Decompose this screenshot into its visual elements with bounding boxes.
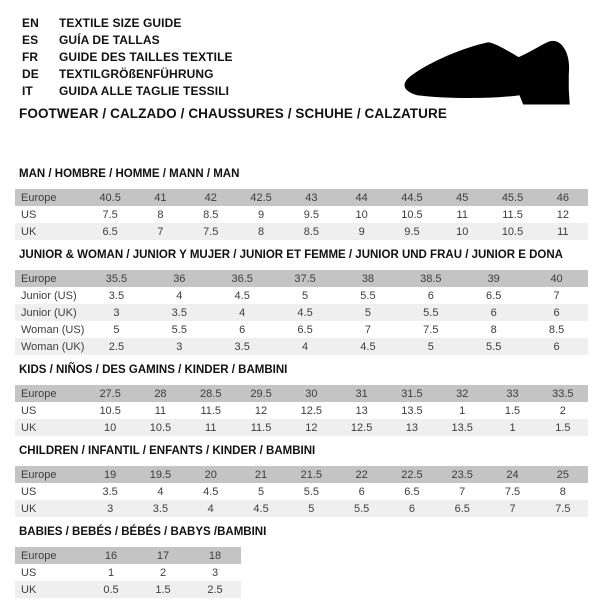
size-row bbox=[15, 321, 588, 338]
size-cell: 5.5 bbox=[423, 306, 439, 319]
size-cell: 7 bbox=[509, 502, 516, 515]
size-cell: 36 bbox=[173, 272, 186, 285]
size-cell: 6 bbox=[408, 502, 415, 515]
size-cell: 2.5 bbox=[108, 340, 125, 353]
row-label: Europe bbox=[21, 272, 57, 285]
size-cell: 6.5 bbox=[102, 225, 118, 238]
size-cell: 7.5 bbox=[102, 208, 118, 221]
size-cell: 8.5 bbox=[548, 323, 565, 336]
size-cell: 6 bbox=[239, 323, 246, 336]
size-cell: 46 bbox=[556, 191, 569, 204]
language-code: EN bbox=[22, 15, 39, 30]
section-title-children: CHILDREN / INFANTIL / ENFANTS / KINDER / BAMBINI bbox=[19, 445, 316, 457]
size-cell: 45.5 bbox=[501, 191, 524, 204]
row-label: UK bbox=[21, 583, 37, 596]
row-label: Woman (UK) bbox=[21, 340, 85, 353]
size-cell: 4.5 bbox=[253, 502, 269, 515]
size-section-junior-woman bbox=[15, 249, 588, 355]
size-cell: 6.5 bbox=[404, 485, 420, 498]
size-cell: 4 bbox=[157, 485, 164, 498]
size-cell: 39 bbox=[487, 272, 500, 285]
size-cell: 11 bbox=[557, 225, 569, 238]
size-cell: 12.5 bbox=[300, 404, 323, 417]
size-cell: 13 bbox=[355, 404, 368, 417]
size-row bbox=[15, 270, 588, 287]
size-cell: 33.5 bbox=[552, 387, 574, 400]
language-row bbox=[22, 31, 233, 48]
size-cell: 5 bbox=[364, 306, 371, 319]
size-cell: 1 bbox=[107, 566, 115, 579]
language-title: GUIDE DES TAILLES TEXTILE bbox=[59, 49, 233, 64]
size-cell: 42 bbox=[204, 191, 217, 204]
size-cell: 7 bbox=[157, 225, 164, 238]
size-table-children bbox=[15, 466, 588, 517]
size-cell: 9.5 bbox=[404, 225, 420, 238]
size-cell: 6 bbox=[553, 340, 560, 353]
size-row bbox=[15, 338, 588, 355]
language-code: DE bbox=[22, 66, 39, 81]
size-cell: 10 bbox=[104, 421, 117, 434]
language-title: GUÍA DE TALLAS bbox=[59, 32, 160, 47]
size-cell: 4.5 bbox=[234, 289, 250, 302]
language-title: TEXTILE SIZE GUIDE bbox=[59, 15, 182, 30]
size-cell: 11.5 bbox=[200, 404, 222, 417]
size-cell: 45 bbox=[456, 191, 469, 204]
size-cell: 5.5 bbox=[353, 502, 370, 515]
size-section-babies bbox=[15, 526, 588, 598]
size-cell: 3 bbox=[211, 566, 219, 579]
size-cell: 8 bbox=[157, 208, 164, 221]
row-label: US bbox=[21, 404, 37, 417]
size-cell: 7.5 bbox=[203, 225, 219, 238]
size-cell: 42.5 bbox=[250, 191, 272, 204]
size-cell: 4 bbox=[207, 502, 214, 515]
size-cell: 6 bbox=[553, 306, 560, 319]
size-cell: 7 bbox=[553, 289, 560, 302]
size-cell: 22 bbox=[355, 468, 368, 481]
size-row bbox=[15, 419, 588, 436]
size-cell: 38 bbox=[361, 272, 375, 285]
size-section-kids bbox=[15, 364, 588, 436]
size-cell: 5 bbox=[113, 323, 120, 336]
size-row bbox=[15, 483, 588, 500]
language-row bbox=[22, 14, 233, 31]
size-cell: 5 bbox=[308, 502, 315, 515]
size-cell: 27.5 bbox=[99, 387, 121, 400]
size-cell: 31.5 bbox=[401, 387, 423, 400]
size-cell: 29.5 bbox=[250, 387, 272, 400]
size-cell: 4.5 bbox=[360, 340, 376, 353]
size-cell: 6.5 bbox=[297, 323, 313, 336]
size-cell: 28.5 bbox=[200, 387, 222, 400]
size-cell: 7.5 bbox=[504, 485, 521, 498]
size-cell: 12 bbox=[254, 404, 268, 417]
size-row bbox=[15, 385, 588, 402]
section-title-man: MAN / HOMBRE / HOMME / MANN / MAN bbox=[19, 168, 240, 180]
size-cell: 17 bbox=[156, 549, 170, 562]
size-cell: 10 bbox=[456, 225, 469, 238]
row-label: Europe bbox=[21, 468, 57, 481]
size-section-children bbox=[15, 445, 588, 517]
size-cell: 4 bbox=[239, 306, 246, 319]
size-cell: 6.5 bbox=[454, 502, 470, 515]
size-cell: 10 bbox=[355, 208, 368, 221]
row-label: Junior (US) bbox=[21, 289, 77, 302]
size-row bbox=[15, 223, 588, 240]
size-cell: 11 bbox=[154, 404, 167, 417]
size-cell: 7 bbox=[364, 323, 371, 336]
size-row bbox=[15, 500, 588, 517]
size-cell: 3 bbox=[176, 340, 183, 353]
size-cell: 1 bbox=[509, 421, 516, 434]
language-row bbox=[22, 65, 233, 82]
size-cell: 5 bbox=[427, 340, 434, 353]
size-cell: 9.5 bbox=[303, 208, 319, 221]
row-label: UK bbox=[21, 502, 37, 515]
row-label: US bbox=[21, 566, 37, 579]
row-label: US bbox=[21, 208, 37, 221]
size-cell: 5.5 bbox=[171, 323, 187, 336]
size-cell: 12.5 bbox=[350, 421, 373, 434]
size-cell: 18 bbox=[208, 549, 222, 562]
language-code: IT bbox=[22, 83, 33, 98]
row-label: UK bbox=[21, 421, 37, 434]
row-label: Europe bbox=[21, 191, 57, 204]
size-row bbox=[15, 581, 241, 598]
size-cell: 13.5 bbox=[451, 421, 473, 434]
size-cell: 6 bbox=[358, 485, 365, 498]
size-cell: 9 bbox=[257, 208, 265, 221]
size-cell: 9 bbox=[358, 225, 365, 238]
size-table-man bbox=[15, 189, 588, 240]
size-cell: 22.5 bbox=[401, 468, 423, 481]
size-cell: 32 bbox=[456, 387, 469, 400]
language-list bbox=[22, 14, 233, 99]
size-cell: 10.5 bbox=[149, 421, 172, 434]
size-cell: 8 bbox=[559, 485, 566, 498]
size-cell: 1 bbox=[459, 404, 466, 417]
size-cell: 35.5 bbox=[105, 272, 128, 285]
size-cell: 10.5 bbox=[401, 208, 423, 221]
size-cell: 40.5 bbox=[99, 191, 121, 204]
size-cell: 2 bbox=[159, 566, 167, 579]
size-cell: 10.5 bbox=[501, 225, 524, 238]
size-cell: 24 bbox=[506, 468, 519, 481]
size-cell: 25 bbox=[556, 468, 569, 481]
size-cell: 19.5 bbox=[149, 468, 172, 481]
size-cell: 3 bbox=[107, 502, 114, 515]
row-label: Woman (US) bbox=[21, 323, 85, 336]
size-table-junior-woman bbox=[15, 270, 588, 355]
size-cell: 3.5 bbox=[102, 485, 118, 498]
section-title-babies: BABIES / BEBÉS / BÉBÉS / BABYS /BAMBINI bbox=[19, 526, 267, 538]
size-cell: 5.5 bbox=[360, 289, 376, 302]
size-cell: 4 bbox=[176, 289, 183, 302]
language-title: TEXTILGRÖßENFÜHRUNG bbox=[59, 66, 214, 81]
size-cell: 7 bbox=[459, 485, 466, 498]
size-cell: 28 bbox=[154, 387, 167, 400]
size-table-kids bbox=[15, 385, 588, 436]
size-cell: 21.5 bbox=[300, 468, 323, 481]
size-cell: 1.5 bbox=[555, 421, 571, 434]
size-cell: 11.5 bbox=[502, 208, 523, 221]
size-row bbox=[15, 402, 588, 419]
size-cell: 5 bbox=[302, 289, 309, 302]
size-row bbox=[15, 547, 241, 564]
size-cell: 30 bbox=[305, 387, 318, 400]
size-cell: 6.5 bbox=[486, 289, 502, 302]
row-label: Europe bbox=[21, 549, 57, 562]
size-cell: 5.5 bbox=[303, 485, 319, 498]
size-cell: 20 bbox=[204, 468, 217, 481]
size-cell: 16 bbox=[104, 549, 118, 562]
size-cell: 36.5 bbox=[231, 272, 253, 285]
size-cell: 41 bbox=[154, 191, 167, 204]
section-title-kids: KIDS / NIÑOS / DES GAMINS / KINDER / BAMBINI bbox=[19, 364, 288, 376]
size-cell: 4 bbox=[302, 340, 309, 353]
size-cell: 5.5 bbox=[486, 340, 502, 353]
language-row bbox=[22, 48, 233, 65]
size-tables bbox=[15, 168, 588, 600]
size-cell: 8.5 bbox=[303, 225, 319, 238]
size-cell: 3.5 bbox=[171, 306, 187, 319]
size-cell: 10.5 bbox=[99, 404, 121, 417]
size-cell: 5 bbox=[257, 485, 265, 498]
size-cell: 7.5 bbox=[423, 323, 439, 336]
size-cell: 11 bbox=[456, 208, 468, 221]
size-row bbox=[15, 287, 588, 304]
category-title: FOOTWEAR / CALZADO / CHAUSSURES / SCHUHE / CALZATURE bbox=[19, 106, 447, 121]
language-row bbox=[22, 82, 233, 99]
size-cell: 2.5 bbox=[207, 583, 223, 596]
size-cell: 7.5 bbox=[555, 502, 571, 515]
size-cell: 8.5 bbox=[203, 208, 219, 221]
size-cell: 4.5 bbox=[297, 306, 313, 319]
size-cell: 12 bbox=[305, 421, 318, 434]
size-cell: 37.5 bbox=[294, 272, 316, 285]
language-code: FR bbox=[22, 49, 39, 64]
size-cell: 44 bbox=[355, 191, 368, 204]
row-label: UK bbox=[21, 225, 37, 238]
size-cell: 40 bbox=[550, 272, 563, 285]
size-cell: 38.5 bbox=[420, 272, 442, 285]
size-cell: 1.5 bbox=[504, 404, 521, 417]
size-row bbox=[15, 304, 588, 321]
size-cell: 23.5 bbox=[451, 468, 473, 481]
size-cell: 0.5 bbox=[103, 583, 119, 596]
size-row bbox=[15, 206, 588, 223]
size-cell: 6 bbox=[490, 306, 497, 319]
size-cell: 3 bbox=[113, 306, 120, 319]
shoe-icon bbox=[393, 20, 579, 110]
size-cell: 2 bbox=[559, 404, 566, 417]
size-cell: 19 bbox=[104, 468, 117, 481]
section-title-junior-woman: JUNIOR & WOMAN / JUNIOR Y MUJER / JUNIOR ET FEMME / JUNIOR UND FRAU / JUNIOR E DONA bbox=[19, 249, 563, 261]
size-cell: 3.5 bbox=[234, 340, 250, 353]
size-cell: 21 bbox=[254, 468, 268, 481]
size-cell: 8 bbox=[257, 225, 265, 238]
size-cell: 4.5 bbox=[203, 485, 219, 498]
language-title: GUIDA ALLE TAGLIE TESSILI bbox=[59, 83, 230, 98]
language-code: ES bbox=[22, 32, 39, 47]
size-cell: 6 bbox=[427, 289, 434, 302]
size-row bbox=[15, 564, 241, 581]
size-cell: 3.5 bbox=[108, 289, 125, 302]
size-cell: 13 bbox=[405, 421, 419, 434]
size-section-man bbox=[15, 168, 588, 240]
size-cell: 31 bbox=[355, 387, 368, 400]
size-cell: 44.5 bbox=[401, 191, 423, 204]
size-cell: 11.5 bbox=[250, 421, 272, 434]
size-cell: 12 bbox=[556, 208, 569, 221]
size-cell: 13.5 bbox=[401, 404, 423, 417]
size-cell: 43 bbox=[305, 191, 318, 204]
size-cell: 8 bbox=[490, 323, 497, 336]
size-table-babies bbox=[15, 547, 241, 598]
size-cell: 11 bbox=[205, 421, 217, 434]
row-label: US bbox=[21, 485, 37, 498]
size-row bbox=[15, 466, 588, 483]
size-cell: 33 bbox=[506, 387, 519, 400]
row-label: Junior (UK) bbox=[21, 306, 77, 319]
size-row bbox=[15, 189, 588, 206]
size-cell: 3.5 bbox=[152, 502, 169, 515]
row-label: Europe bbox=[21, 387, 57, 400]
size-cell: 1.5 bbox=[155, 583, 171, 596]
